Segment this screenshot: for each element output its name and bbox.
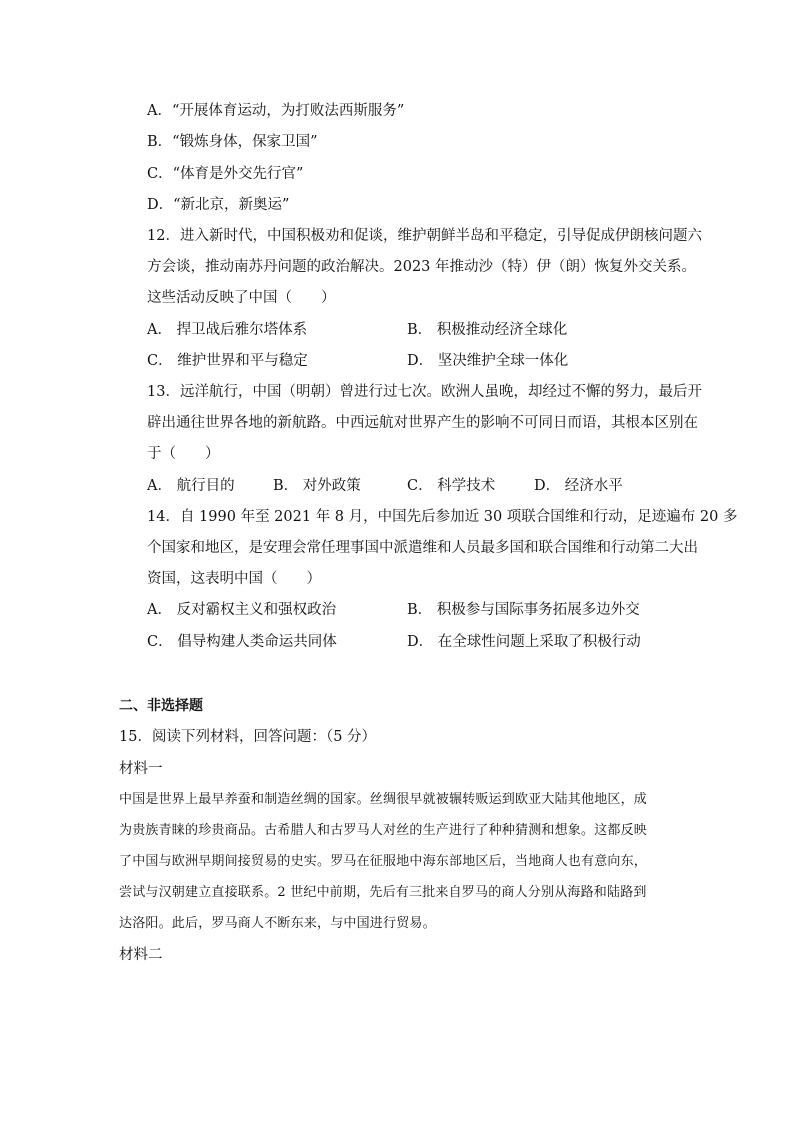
q13-option-b: B． 对外政策 (273, 478, 361, 494)
q13-stem-line-3: 于（ ） (147, 446, 220, 462)
q14-option-c: C． 倡导构建人类命运共同体 (147, 634, 337, 650)
q12-option-d: D． 坚决维护全球一体化 (407, 353, 569, 369)
q12-stem-line-3: 这些活动反映了中国（ ） (147, 290, 336, 306)
material-1-line-1: 中国是世界上最早养蚕和制造丝绸的国家。丝绸很早就被辗转贩运到欧亚大陆其他地区，成 (119, 792, 648, 807)
q13-stem-line-2: 辟出通往世界各地的新航路。中西远航对世界产生的影响不可同日而语，其根本区别在 (147, 415, 698, 431)
material-2-label: 材料二 (119, 947, 163, 963)
q12-option-b: B． 积极推动经济全球化 (407, 322, 568, 338)
q12-stem-line-2: 方会谈，推动南苏丹问题的政治解决。2023 年推动沙（特）伊（朗）恢复外交关系。 (147, 259, 697, 275)
q11-option-a: A．“开展体育运动，为打败法西斯服务” (147, 103, 405, 119)
q11-option-b: B．“锻炼身体，保家卫国” (147, 134, 318, 150)
material-1-line-4: 尝试与汉朝建立直接联系。2 世纪中前期，先后有三批来自罗马的商人分别从海路和陆路到 (119, 885, 647, 900)
material-1-label: 材料一 (119, 761, 163, 777)
q12-stem-line-1: 12．进入新时代，中国积极劝和促谈，维护朝鲜半岛和平稳定，引导促成伊朗核问题六 (147, 228, 702, 244)
q15-stem: 15．阅读下列材料，回答问题：（5 分） (119, 729, 377, 745)
section-heading: 二、非选择题 (119, 698, 203, 714)
q13-option-d: D． 经济水平 (534, 478, 623, 494)
q11-option-d: D．“新北京，新奥运” (147, 197, 290, 213)
q13-option-a: A． 航行目的 (147, 478, 235, 494)
q12-option-c: C． 维护世界和平与稳定 (147, 353, 308, 369)
q14-option-d: D． 在全球性问题上采取了积极行动 (407, 634, 641, 650)
q14-stem-line-3: 资国，这表明中国（ ） (147, 571, 321, 587)
q14-stem-line-1: 14．自 1990 年至 2021 年 8 月，中国先后参加近 30 项联合国维和行动，足迹遍布 20 多 (147, 509, 738, 525)
q11-option-c: C．“体育是外交先行官” (147, 166, 304, 182)
material-1-line-3: 了中国与欧洲早期间接贸易的史实。罗马在征服地中海东部地区后，当地商人也有意向东， (119, 854, 648, 869)
q14-stem-line-2: 个国家和地区，是安理会常任理事国中派遣维和人员最多国和联合国维和行动第二大出 (147, 540, 698, 556)
q13-option-c: C． 科学技术 (407, 478, 496, 494)
material-1-line-5: 达洛阳。此后，罗马商人不断东来，与中国进行贸易。 (119, 916, 436, 931)
q12-option-a: A． 捍卫战后雅尔塔体系 (147, 322, 308, 338)
q14-option-a: A． 反对霸权主义和强权政治 (147, 602, 337, 618)
material-1-line-2: 为贵族青睐的珍贵商品。古希腊人和古罗马人对丝的生产进行了种种猜测和想象。这都反映 (119, 823, 648, 838)
q14-option-b: B． 积极参与国际事务拓展多边外交 (407, 602, 640, 618)
q13-stem-line-1: 13．远洋航行，中国（明朝）曾进行过七次。欧洲人虽晚，却经过不懈的努力，最后开 (147, 384, 702, 400)
